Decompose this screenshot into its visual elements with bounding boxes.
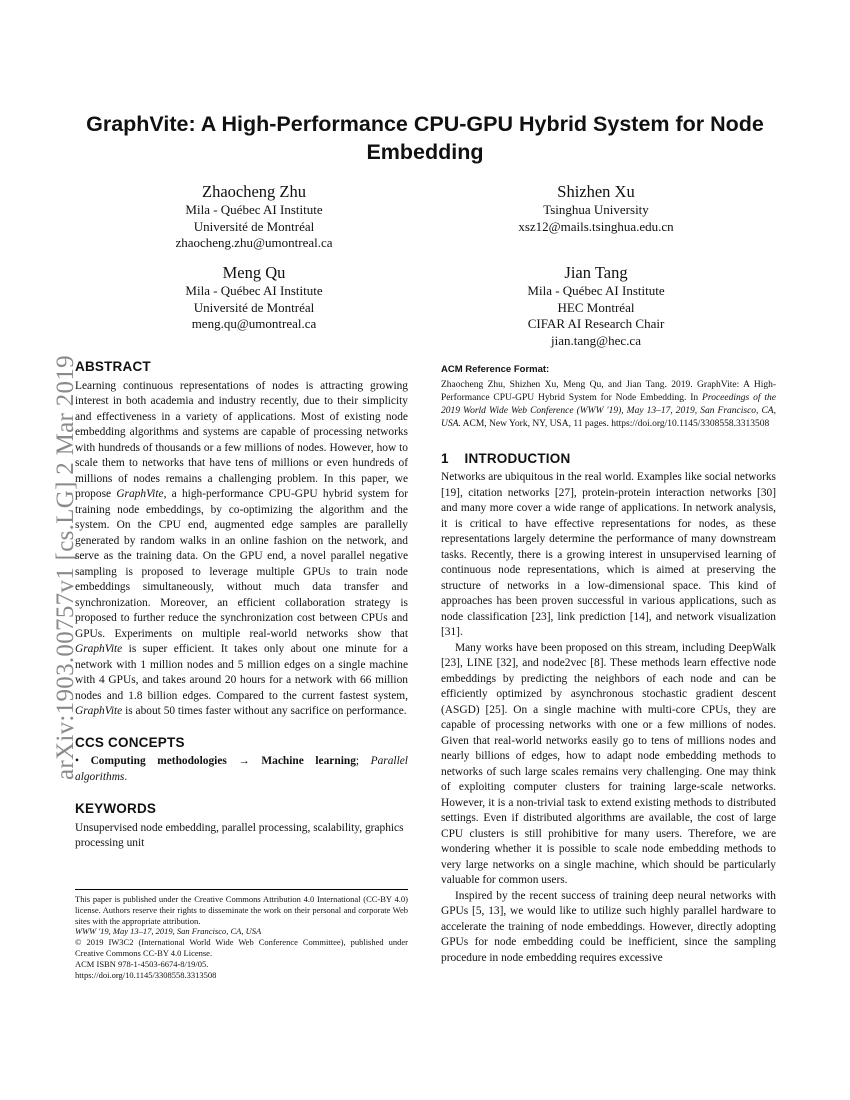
copyright-text: © 2019 IW3C2 (International World Wide Web Conference Committee), published under Creative Commons CC-BY 4.0 License. [75,937,408,958]
author-name: Zhaocheng Zhu [201,182,306,201]
author-email: zhaocheng.zhu@umontreal.ca [175,235,333,250]
abstract-text: Learning continuous representations of nodes is attracting growing interest in both academia and industry recently, due to their simplicity and effectiveness in a variety of applications. Most of existing node embedding algorithms and systems are capable of processing networks with hundreds of thousands or a few millions of nodes. However, how to scale them to networks that have tens of millions or even hundreds of millions of nodes remains a challenging problem. In this paper, we propose GraphVite, a high-performance CPU-GPU hybrid system for training node embeddings, by co-optimizing the algorithm and the system. On the CPU end, augmented edge samples are parallelly generated by random walks in an online fashion on the network, and serve as the training data. On the GPU end, a novel parallel negative sampling is proposed to leverage multiple GPUs to train node embeddings simultaneously, without much data transfer and synchronization. Moreover, an efficient collaboration strategy is proposed to further reduce the synchronization cost between CPUs and GPUs. Experiments on multiple real-world networks show that GraphVite is super efficient. It takes only about one minute for a network with 1 million nodes and 5 million edges on a single machine with 4 GPUs, and takes around 20 hours for a network with 66 million nodes and 1.8 billion edges. Compared to the current fastest system, GraphVite is about 50 times faster without any sacrifice on performance. [75,379,408,717]
introduction-heading: 1 INTRODUCTION [441,450,571,466]
intro-paragraph-2: Many works have been proposed on this stream, including DeepWalk [23], LINE [32], and node2vec [8]. These methods learn effective node embeddings by predicting the neighbors of each node and can be efficiently optimized by asynchronous stochastic gradient descent (ASGD) [25]. On a single machine with multi-core CPUs, they are capable of processing networks with one or a few millions of nodes. Given that real-world networks easily go to tens of millions nodes and nearly billions of edges, how to adapt node embedding methods to networks of such large scales remains very challenging. One may think of exploiting computer clusters for training large-scale networks. However, it is a non-trivial task to extend existing methods to distributed settings. Even if distributed algorithms are available, the cost of large CPU clusters is still prohibitive for many users. Therefore, we are wondering whether it is possible to scale node embedding methods to very large networks on a single machine, which should be particularly valuable for common users. [441,641,776,886]
license-text: This paper is published under the Creative Commons Attribution 4.0 International (CC-BY 4.0) license. Authors reserve their rights to disseminate the work on their personal and corporate Web sites with the appropriate attribution. [75,894,408,926]
ccs-heading: CCS CONCEPTS [75,734,185,750]
copyright-footnote [75,889,408,980]
isbn-text: ACM ISBN 978-1-4503-6674-8/19/05. [75,958,209,969]
author-name: Shizhen Xu [557,182,635,201]
author-email: xsz12@mails.tsinghua.edu.cn [518,218,674,234]
ccs-section [75,735,408,786]
author-name: Jian Tang [564,263,628,282]
author-affiliation: Université de Montréal [193,218,315,234]
right-column [441,362,776,966]
author-affiliation: Université de Montréal [193,299,315,315]
abstract-section [75,359,408,720]
arxiv-id: arXiv:1903.00757v1 [cs.LG] 2 Mar 2019 [52,355,79,780]
author-affiliation: Tsinghua University [543,202,649,217]
author-affiliation: CIFAR AI Research Chair [527,316,665,331]
author-affiliation: Mila - Québec AI Institute [185,202,323,217]
author-email: jian.tang@hec.ca [551,332,641,348]
keywords-section [75,801,408,852]
author-affiliation: Mila - Québec AI Institute [185,283,323,298]
intro-paragraph-3: Inspired by the recent success of training deep neural networks with GPUs [5, 13], we would like to utilize such highly parallel hardware to accelerate the training of node embeddings. However, directly adopting GPUs for node embedding could be inefficient, since the sampling procedure in node embedding requires excessive [441,889,776,964]
abstract-heading: ABSTRACT [75,359,151,374]
author-email: meng.qu@umontreal.ca [191,316,317,331]
keywords-heading: KEYWORDS [75,801,157,816]
author-affiliation: HEC Montréal [557,299,635,315]
venue-text: WWW '19, May 13–17, 2019, San Francisco, CA, USA [75,926,262,937]
keywords-text: Unsupervised node embedding, parallel processing, scalability, graphics processing unit [75,821,404,849]
paper-title: GraphVite: A High-Performance CPU-GPU Hybrid System for Node Embedding [86,112,764,164]
ccs-text: • Computing methodologies → Machine learning; Parallel algorithms. [75,755,408,783]
author-affiliation: Mila - Québec AI Institute [527,283,665,298]
acm-reference-text: Zhaocheng Zhu, Shizhen Xu, Meng Qu, and Jian Tang. 2019. GraphVite: A High-Performance CPU-GPU Hybrid System for Node Embedding. In Proceedings of the 2019 World Wide Web Conference (WWW '19), May 13–17, 2019, San Francisco, CA, USA. ACM, New York, NY, USA, 11 pages. https://doi.org/10.1145/3308558.3313508 [441,379,776,429]
introduction-section [441,451,776,967]
acm-reference-section [441,362,776,431]
author-block-1 [104,181,404,252]
author-name: Meng Qu [222,263,286,282]
doi-link[interactable]: https://doi.org/10.1145/3308558.3313508 [75,969,217,980]
arxiv-watermark [20,300,79,780]
left-column [75,359,408,852]
author-block-4 [446,262,746,349]
intro-paragraph-1: Networks are ubiquitous in the real world. Examples like social networks [19], citation networks [27], protein-protein interaction networks [30] and many more cover a wide range of applications. In network analysis, it is critical to have effective representations for nodes, as these representations largely determine the performance of many downstream tasks. Recently, there is a growing interest in unsupervised learning of continuous node representations, which is aimed at preserving the structure of networks in a low-dimensional space. This kind of approaches has been proven successful in various applications, such as node classification [23], link prediction [14], and network visualization [31]. [441,471,776,638]
author-block-3 [104,262,404,333]
acm-reference-heading: ACM Reference Format: [441,364,550,375]
author-block-2 [446,181,746,235]
